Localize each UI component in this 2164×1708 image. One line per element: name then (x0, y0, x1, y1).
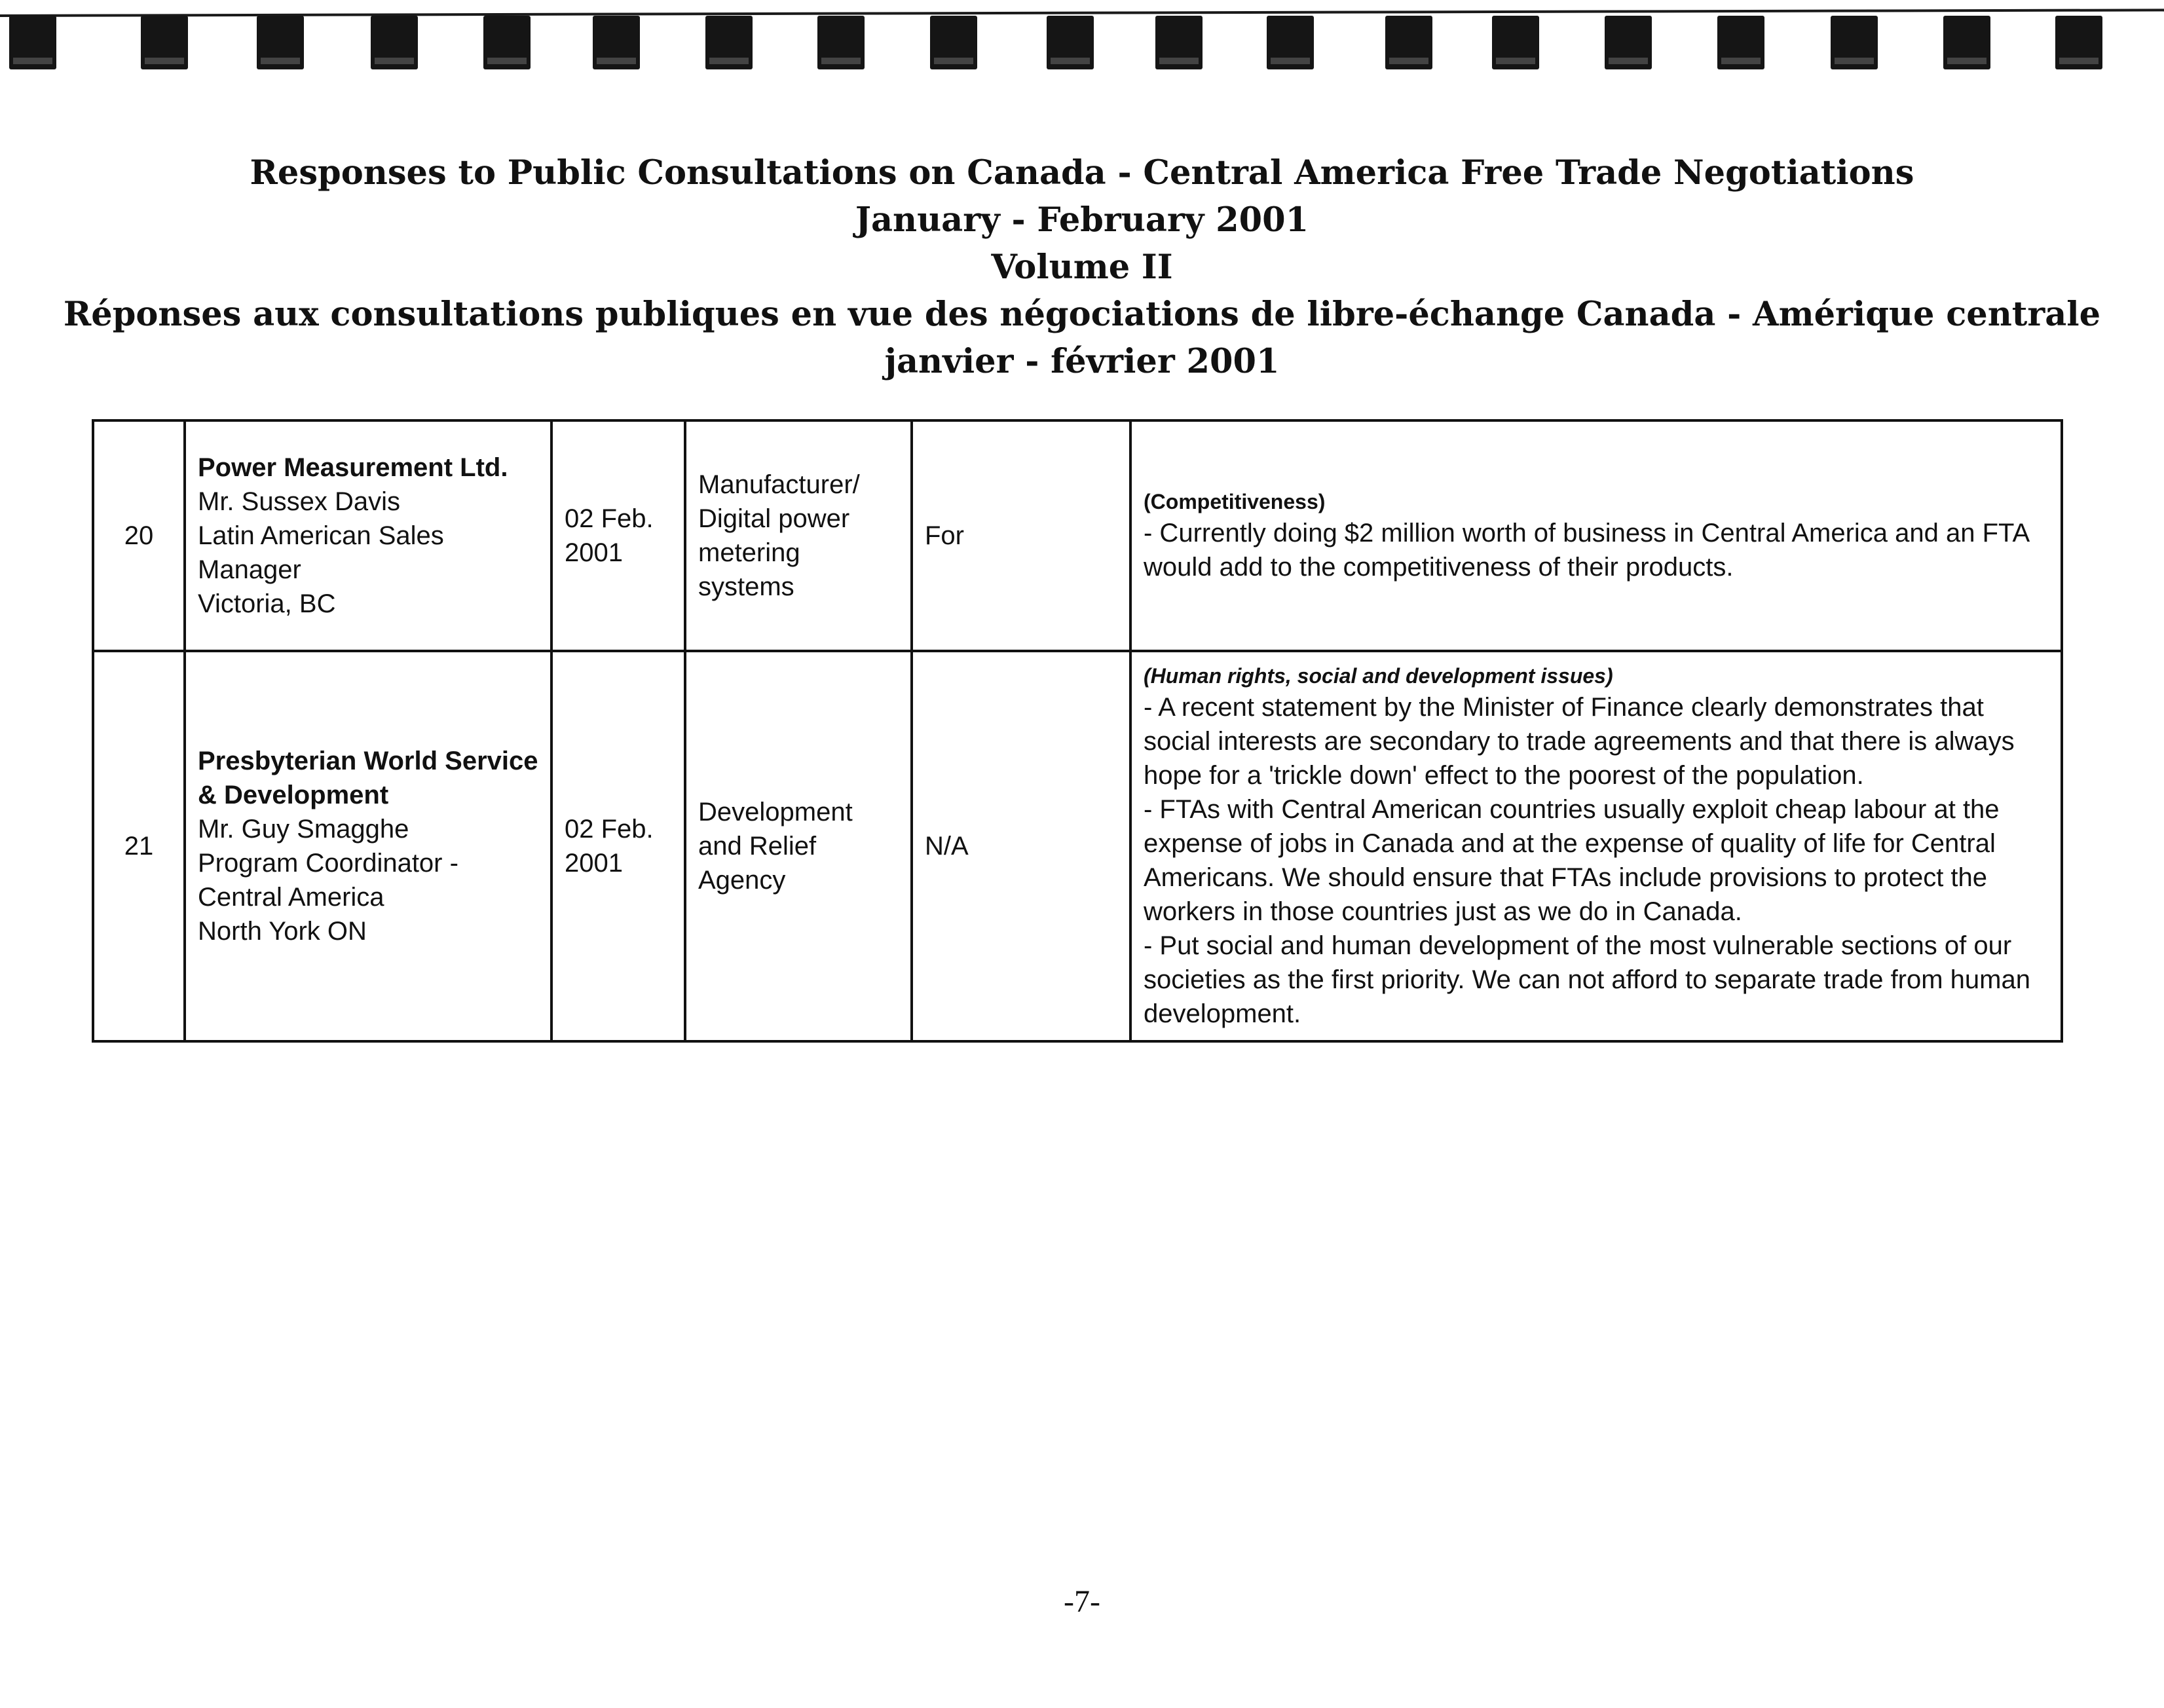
comment-text: - Put social and human development of the most vulnerable sections of our societies as the first priority. We can not afford to separate trade from human development. (1144, 931, 2030, 1028)
date-range-french: janvier - février 2001 (884, 342, 1280, 381)
contact-location: North York ON (198, 917, 367, 946)
binding-hole (705, 16, 753, 69)
contact-name: Mr. Guy Smagghe (198, 815, 409, 844)
comment-text: - FTAs with Central American countries usually exploit cheap labour at the expense of jobs in Canada and at the expense of quality of life for Central Americans. We should ensure that FTAs include provisions to protect the workers in those countries just as we do in Canada. (1144, 795, 2000, 926)
table-row (93, 651, 2062, 1041)
contact-name: Mr. Sussex Davis (198, 487, 400, 516)
comments-cell (1130, 420, 2062, 651)
binding-hole (1155, 16, 1203, 69)
row-number: 21 (93, 651, 185, 1041)
binding-hole (9, 16, 56, 69)
contact-title: Program Coordinator - Central America (198, 849, 458, 912)
sector-cell: Development and Relief Agency (685, 651, 912, 1041)
binding-hole (593, 16, 640, 69)
row-number: 20 (93, 420, 185, 651)
binding-hole (1492, 16, 1539, 69)
binding-hole (371, 16, 418, 69)
comment-topic: (Human rights, social and development issues) (1144, 664, 1613, 688)
submission-date: 02 Feb. 2001 (551, 651, 685, 1041)
respondent-cell (185, 651, 551, 1041)
binding-hole (1605, 16, 1652, 69)
binding-hole (1831, 16, 1878, 69)
comment-text: - Currently doing $2 million worth of business in Central America and an FTA would add to the competitiveness of their products. (1144, 519, 2028, 582)
table-row (93, 420, 2062, 651)
binding-hole (1267, 16, 1314, 69)
binding-strip (0, 0, 2164, 79)
date-range-english: January - February 2001 (855, 200, 1309, 240)
submission-date: 02 Feb. 2001 (551, 420, 685, 651)
sector-cell: Manufacturer/ Digital power metering systems (685, 420, 912, 651)
contact-title: Latin American Sales Manager (198, 521, 444, 584)
respondent-cell (185, 420, 551, 651)
binding-hole (257, 16, 304, 69)
page-number: -7- (1064, 1584, 1100, 1619)
binding-hole (1047, 16, 1094, 69)
binding-hole (483, 16, 531, 69)
binding-hole (1943, 16, 1990, 69)
organization-name: Presbyterian World Service & Development (198, 747, 538, 809)
comment-text: - A recent statement by the Minister of Finance clearly demonstrates that social interests are secondary to trade agreements and that there is always hope for a 'trickle down' effect to the poorest of the population. (1144, 693, 2015, 790)
position-cell: N/A (912, 651, 1130, 1041)
binding-hole (1717, 16, 1764, 69)
binding-hole (2055, 16, 2102, 69)
title-english: Responses to Public Consultations on Canada - Central America Free Trade Negotiations (250, 153, 1914, 193)
contact-location: Victoria, BC (198, 589, 336, 618)
binding-hole (1385, 16, 1432, 69)
binding-hole (817, 16, 865, 69)
binding-hole (930, 16, 977, 69)
organization-name: Power Measurement Ltd. (198, 453, 508, 482)
document-header (0, 149, 2164, 385)
title-french: Réponses aux consultations publiques en vue des négociations de libre-échange Canada - Amérique centrale (63, 295, 2101, 334)
consultation-table (92, 419, 2063, 1043)
comments-cell (1130, 651, 2062, 1041)
position-cell: For (912, 420, 1130, 651)
volume-label: Volume II (991, 248, 1173, 287)
comment-topic: (Competitiveness) (1144, 490, 1326, 513)
binding-hole (141, 16, 188, 69)
